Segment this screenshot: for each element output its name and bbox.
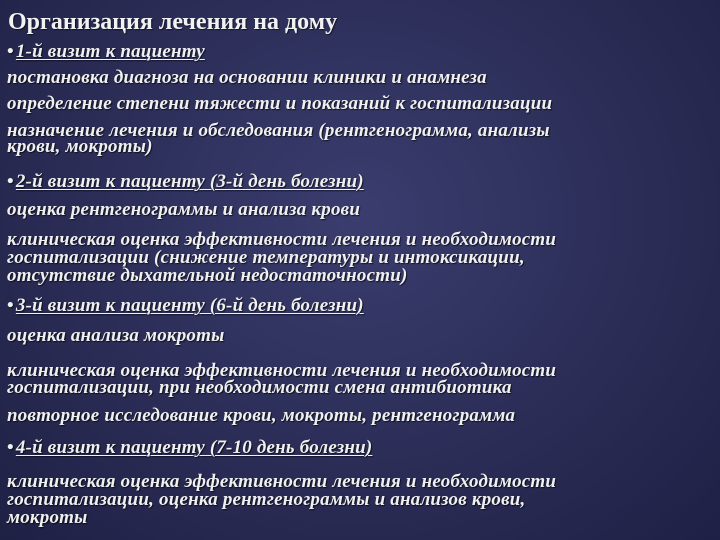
visit-3-line-2: клиническая оценка эффективности лечения и необходимости <box>7 360 557 381</box>
visit-4-line-3: мокроты <box>7 507 88 528</box>
visit-1-line-3: назначение лечения и обследования (рентгенограмма, анализы <box>7 120 550 141</box>
bullet-icon: • <box>7 295 14 316</box>
visit-2-line-1: оценка рентгенограммы и анализа крови <box>7 199 361 220</box>
visit-2-heading-text: 2-й визит к пациенту (3-й день болезни) <box>15 171 364 192</box>
visit-1-heading <box>7 42 205 62</box>
visit-1-line-4: крови, мокроты) <box>7 136 153 157</box>
visit-3-heading-text: 3-й визит к пациенту (6-й день болезни) <box>15 295 364 316</box>
bullet-icon: • <box>7 171 14 192</box>
visit-1-line-2: определение степени тяжести и показаний к госпитализации <box>7 93 553 114</box>
visit-1-heading-text: 1-й визит к пациенту <box>15 41 205 62</box>
visit-3-line-3: госпитализации, при необходимости смена антибиотика <box>7 377 512 398</box>
visit-2-line-4: отсутствие дыхательной недостаточности) <box>7 265 408 286</box>
visit-3-heading <box>7 296 364 316</box>
bullet-icon: • <box>7 437 14 458</box>
visit-2-heading <box>7 172 364 192</box>
visit-1-line-1: постановка диагноза на основании клиники и анамнеза <box>7 67 487 88</box>
bullet-icon: • <box>7 41 14 62</box>
slide-title: Организация лечения на дому <box>8 9 338 35</box>
visit-4-heading <box>7 438 372 458</box>
visit-3-line-4: повторное исследование крови, мокроты, рентгенограмма <box>7 405 516 426</box>
visit-2-line-3: госпитализации (снижение температуры и интоксикации, <box>7 247 525 268</box>
visit-2-line-2: клиническая оценка эффективности лечения и необходимости <box>7 229 557 250</box>
visit-3-line-1: оценка анализа мокроты <box>7 325 225 346</box>
visit-4-line-2: госпитализации, оценка рентгенограммы и анализов крови, <box>7 489 526 510</box>
visit-4-line-1: клиническая оценка эффективности лечения и необходимости <box>7 471 557 492</box>
visit-4-heading-text: 4-й визит к пациенту (7-10 день болезни) <box>15 437 373 458</box>
